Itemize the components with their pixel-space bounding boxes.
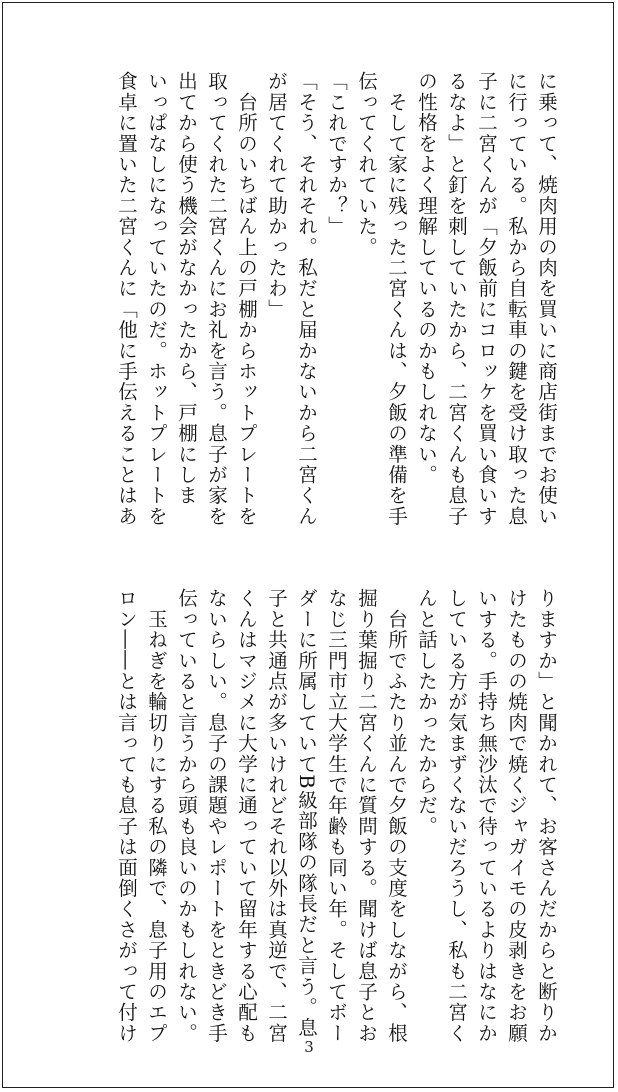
text-line: いする。手持ち無沙汰で待っているよりはなにか [475, 588, 498, 1044]
text-line: けたものの焼肉で焼くジャガイモの皮剥きをお願 [505, 588, 528, 1044]
text-line: ないらしい。息子の課題やレポートをときどき手 [205, 588, 228, 1044]
text-line: 「そう、それそれ。私だと届かないから二宮くん [295, 71, 318, 527]
text-line: りますか」と聞かれて、お客さんだからと断りか [535, 588, 558, 1044]
text-block-top [111, 71, 561, 541]
text-line: している方が気まずくないだろうし、私も二宮く [445, 588, 468, 1044]
text-block-bottom [111, 588, 561, 1044]
text-line: が居てくれて助かったわ」 [265, 71, 288, 320]
text-line: 「これですか？」 [325, 71, 348, 237]
text-line: ロン――とは言っても息子は面倒くさがって付け [115, 588, 138, 1044]
text-line: るなよ」と釘を刺していたから、二宮くんも息子 [445, 71, 468, 527]
text-line: 台所のいちばん上の戸棚からホットプレートを [235, 71, 258, 527]
text-line: 出てから使う機会がなかったから、戸棚にしま [175, 71, 198, 506]
text-line: 玉ねぎを輪切りにする私の隣で、息子用のエプ [145, 588, 168, 1044]
text-line: んと話したかったからだ。 [415, 588, 438, 837]
text-line: に行っている。私から自転車の鍵を受け取った息 [505, 71, 528, 527]
page-number: 3 [304, 1038, 314, 1056]
text-line: くんはマジメに大学に通っていて留年する心配も [235, 588, 258, 1044]
text-line: 掘り葉掘り二宮くんに質問する。聞けば息子とお [355, 588, 378, 1044]
text-line: の性格をよく理解しているのかもしれない。 [415, 71, 438, 485]
text-line: なじ三門市立大学生で年齢も同い年。そしてボー [325, 588, 348, 1044]
text-line: 台所でふたり並んで夕飯の支度をしながら、根 [385, 588, 408, 1044]
text-line: 伝ってくれていた。 [355, 71, 378, 258]
text-line: 食卓に置いた二宮くんに「他に手伝えることはあ [115, 71, 138, 527]
text-line: に乗って、焼肉用の肉を買いに商店街までお使い [535, 71, 558, 527]
text-line: そして家に残った二宮くんは、夕飯の準備を手 [385, 71, 408, 527]
text-line: ダーに所属していてB級部隊の隊長だと言う。息 [295, 588, 318, 1039]
page-frame [2, 2, 614, 1088]
text-line: 伝っていると言うから頭も良いのかもしれない。 [175, 588, 198, 1044]
text-line: 子と共通点が多いけれどそれ以外は真逆で、二宮 [265, 588, 288, 1044]
text-line: 取ってくれた二宮くんにお礼を言う。息子が家を [205, 71, 228, 527]
text-line: 子に二宮くんが「夕飯前にコロッケを買い食いす [475, 71, 498, 527]
text-line: いっぱなしになっていたのだ。ホットプレートを [145, 71, 168, 527]
